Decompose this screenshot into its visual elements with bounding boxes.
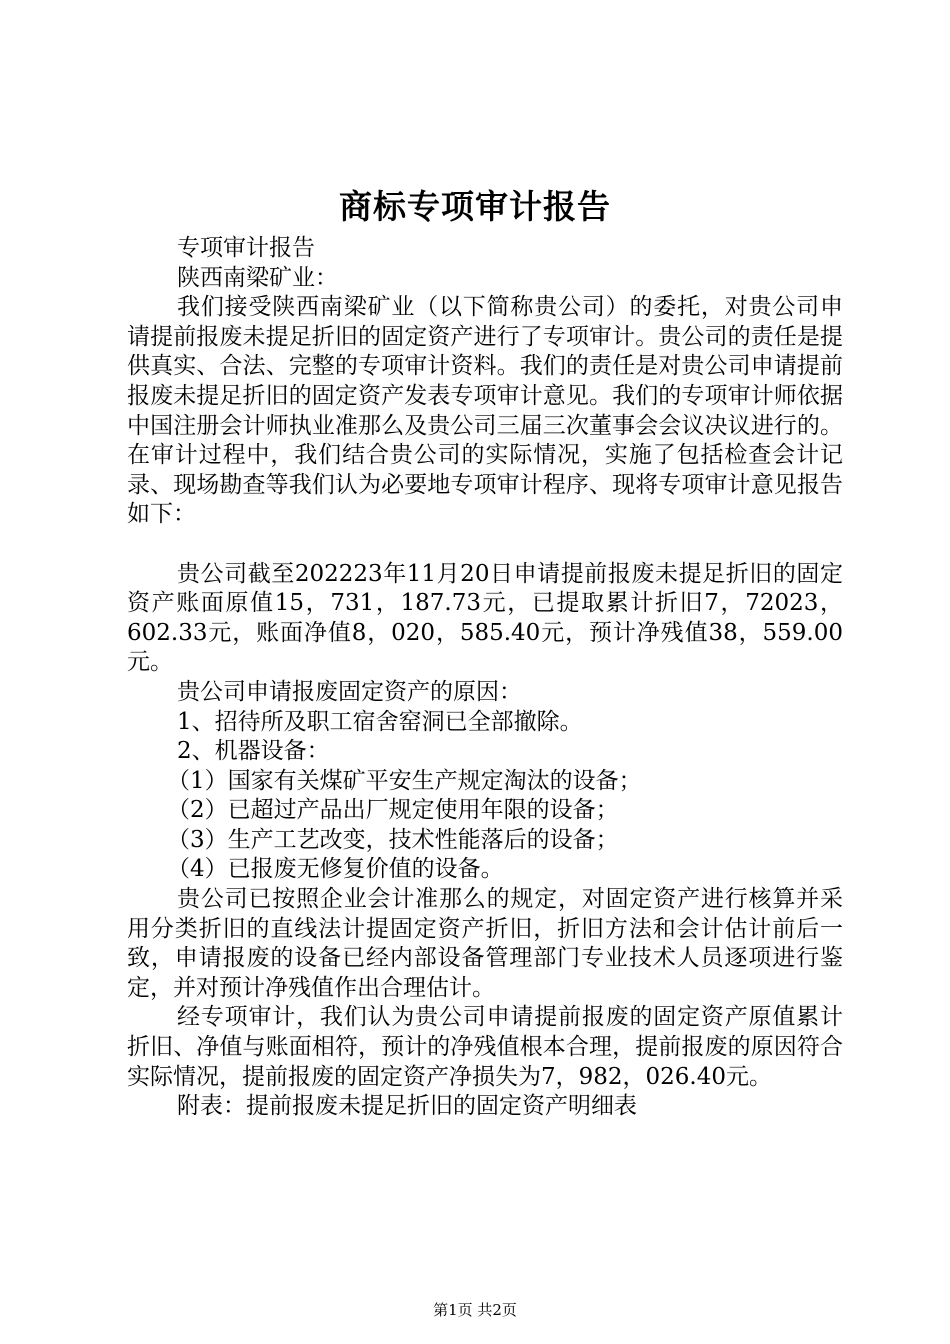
accounting-paragraph: 贵公司已按照企业会计准那么的规定，对固定资产进行核算并采用分类折旧的直线法计提固定资产折旧，折旧方法和会计估计前后一致，申请报废的设备已经内部设备管理部门专业技术人员逐项进行鉴定，并对预计净残值作出合理估计。 <box>127 886 843 1001</box>
addressee: 陕西南梁矿业： <box>177 264 338 291</box>
document-body <box>127 234 843 1122</box>
reason-subitem-2: （2）已超过产品出厂规定使用年限的设备； <box>167 797 619 824</box>
reason-item-1: 1、招待所及职工宿舍窑洞已全部撤除。 <box>177 708 583 735</box>
report-heading: 专项审计报告 <box>177 235 315 261</box>
document-title: 商标专项审计报告 <box>339 187 611 226</box>
intro-paragraph: 我们接受陕西南梁矿业（以下简称贵公司）的委托，对贵公司申请提前报废未提足折旧的固定资产进行了专项审计。贵公司的责任是提供真实、合法、完整的专项审计资料。我们的责任是对贵公司申请提前报废未提足折旧的固定资产发表专项审计意见。我们的专项审计师依据中国注册会计师执业准那么及贵公司三届三次董事会会议决议进行的。在审计过程中，我们结合贵公司的实际情况，实施了包括检查会计记录、现场勘查等我们认为必要地专项审计程序、现将专项审计意见报告如下： <box>127 294 843 528</box>
reasons-heading: 贵公司申请报废固定资产的原因： <box>177 678 522 705</box>
conclusion-paragraph: 经专项审计，我们认为贵公司申请提前报废的固定资产原值累计折旧、净值与账面相符，预计的净残值根本合理，提前报废的原因符合实际情况，提前报废的固定资产净损失为7，982，026.40元。 <box>127 1004 843 1090</box>
reason-subitem-1: （1）国家有关煤矿平安生产规定淘汰的设备； <box>167 767 642 794</box>
reason-subitem-3: （3）生产工艺改变，技术性能落后的设备； <box>167 826 619 853</box>
reason-subitem-4: （4）已报废无修复价值的设备。 <box>167 856 504 883</box>
reason-item-2: 2、机器设备： <box>177 738 330 765</box>
attachment-note: 附表：提前报废未提足折旧的固定资产明细表 <box>177 1093 637 1120</box>
page-footer: 第1页 共2页 <box>433 1301 517 1319</box>
asset-values-paragraph: 贵公司截至202223年11月20日申请提前报废未提足折旧的固定资产账面原值15，731，187.73元，已提取累计折旧7，72023，602.33元，账面净值8，020，585.40元，预计净残值38，559.00元。 <box>127 560 843 676</box>
paragraph-gap <box>127 530 843 560</box>
